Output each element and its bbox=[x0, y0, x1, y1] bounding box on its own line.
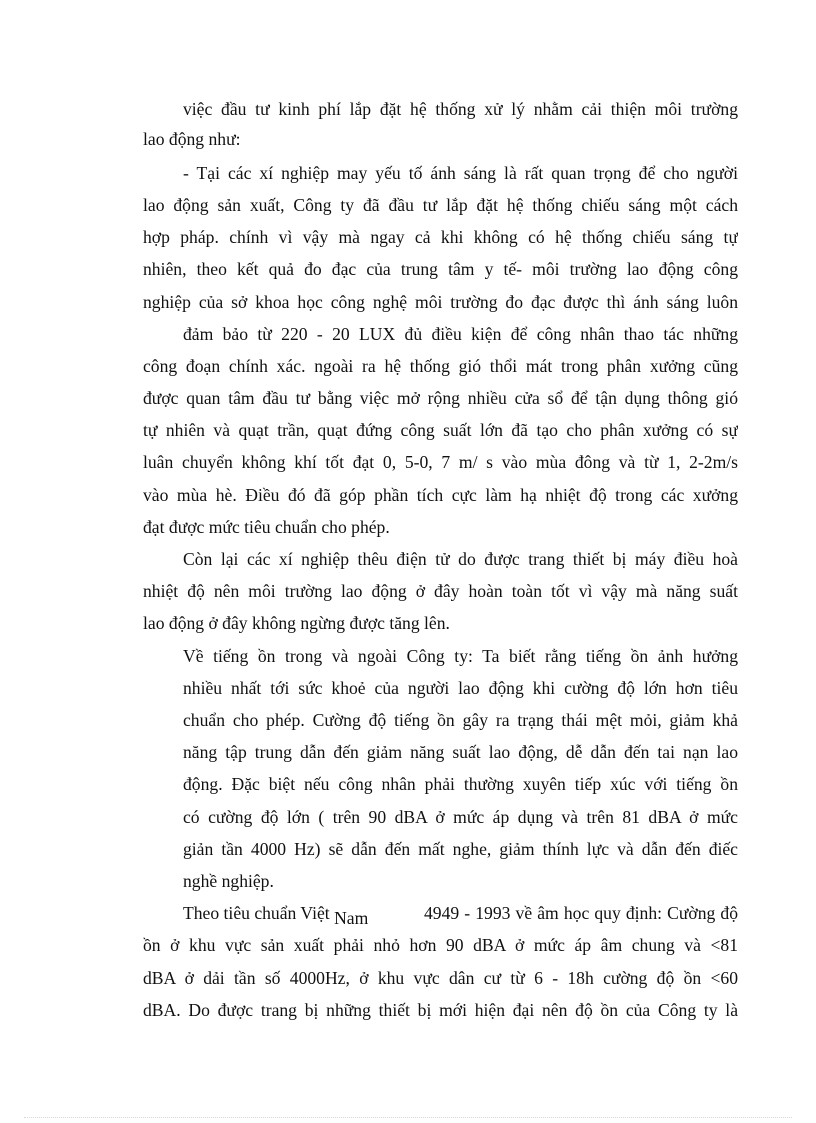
text-line: năng tập trung dẫn đến giảm năng suất lao động, dễ dẫn đến tai nạn lao bbox=[183, 742, 738, 762]
text-line: ồn ở khu vực sản xuất phải nhỏ hơn 90 dBA ở mức áp âm chung và <81 bbox=[143, 935, 738, 955]
text-line: đảm bảo từ 220 - 20 LUX đủ điều kiện để công nhân thao tác những bbox=[183, 324, 738, 344]
text-line: được quan tâm đầu tư bằng việc mở rộng nhiều cửa sổ để tận dụng thông gió bbox=[143, 388, 738, 408]
text-line: dBA ở dải tần số 4000Hz, ở khu vực dân cư từ 6 - 18h cường độ ồn <60 bbox=[143, 968, 738, 988]
text-line: vào mùa hè. Điều đó đã góp phần tích cực làm hạ nhiệt độ trong các xưởng bbox=[143, 485, 738, 505]
text-line: tự nhiên và quạt trần, quạt đứng công suất lớn đã tạo cho phân xưởng có sự bbox=[143, 420, 738, 440]
text-line: việc đầu tư kinh phí lắp đặt hệ thống xử lý nhằm cải thiện môi trường bbox=[183, 99, 738, 119]
text-line: nhiệt độ nên môi trường lao động ở đây hoàn toàn tốt vì vậy mà năng suất bbox=[143, 581, 738, 601]
text-line: lao động như: bbox=[143, 129, 241, 149]
text-line: nghiệp của sở khoa học công nghệ môi trường đo đạc được thì ánh sáng luôn bbox=[143, 292, 738, 312]
standard-intro-text: Theo tiêu chuẩn Việt bbox=[183, 903, 330, 923]
text-line: luân chuyển không khí tốt đạt 0, 5-0, 7 m/ s vào mùa đông và từ 1, 2-2m/s bbox=[143, 452, 738, 472]
text-line: 4949 - 1993 về âm học quy định: Cường độ bbox=[424, 903, 738, 923]
text-line: hợp pháp. chính vì vậy mà ngay cả khi không có hệ thống chiếu sáng tự bbox=[143, 227, 738, 247]
standard-sub-text: Nam bbox=[334, 908, 369, 928]
text-line: có cường độ lớn ( trên 90 dBA ở mức áp dụng và trên 81 dBA ở mức bbox=[183, 807, 738, 827]
text-line: động. Đặc biệt nếu công nhân phải thường xuyên tiếp xúc với tiếng ồn bbox=[183, 774, 738, 794]
text-line: nhiên, theo kết quả đo đạc của trung tâm y tế- môi trường lao động công bbox=[143, 259, 738, 279]
text-line: lao động ở đây không ngừng được tăng lên. bbox=[143, 613, 450, 633]
text-line-standard-intro bbox=[183, 902, 369, 928]
text-line: - Tại các xí nghiệp may yếu tố ánh sáng là rất quan trọng để cho người bbox=[183, 163, 738, 183]
text-line: chuẩn cho phép. Cường độ tiếng ồn gây ra trạng thái mệt mỏi, giảm khả bbox=[183, 710, 738, 730]
page-bottom-divider bbox=[24, 1117, 792, 1118]
text-line: đạt được mức tiêu chuẩn cho phép. bbox=[143, 517, 390, 537]
text-line: nghề nghiệp. bbox=[183, 871, 274, 891]
text-line: dBA. Do được trang bị những thiết bị mới hiện đại nên độ ồn của Công ty là bbox=[143, 1000, 738, 1020]
text-line: giản tần 4000 Hz) sẽ dẫn đến mất nghe, giảm thính lực và dẫn đến điếc bbox=[183, 839, 738, 859]
text-line: Về tiếng ồn trong và ngoài Công ty: Ta biết rằng tiếng ồn ảnh hưởng bbox=[183, 646, 738, 666]
text-line: lao động sản xuất, Công ty đã đầu tư lắp đặt hệ thống chiếu sáng một cách bbox=[143, 195, 738, 215]
text-line: Còn lại các xí nghiệp thêu điện tử do được trang thiết bị máy điều hoà bbox=[183, 549, 738, 569]
text-line: nhiều nhất tới sức khoẻ của người lao động khi cường độ lớn hơn tiêu bbox=[183, 678, 738, 698]
text-line: công đoạn chính xác. ngoài ra hệ thống gió thổi mát trong phân xưởng cũng bbox=[143, 356, 738, 376]
